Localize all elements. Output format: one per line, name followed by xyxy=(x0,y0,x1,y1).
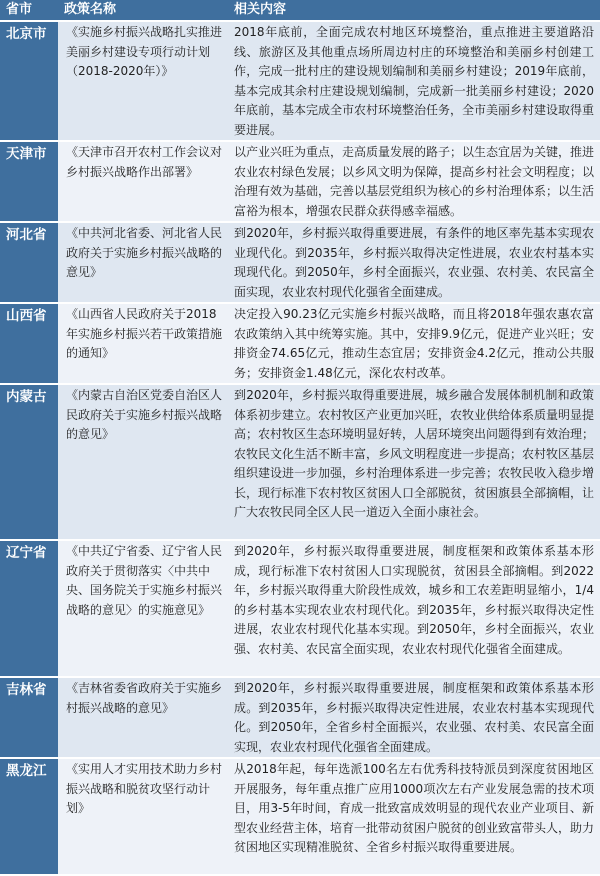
header-content: 相关内容 xyxy=(228,0,600,21)
policy-name-cell: 《内蒙古自治区党委自治区人民政府关于实施乡村振兴战略的意见》 xyxy=(58,384,228,540)
policy-content-cell: 从2018年起，每年选派100名左右优秀科技特派员到深度贫困地区开展服务，每年重点推广应用1000项次左右产业发展急需的技术项目，用3-5年时间，育成一批致富成效明显的现代农业产业项目、新型农业经营主体，培育一批带动贫困户脱贫的创业致富带头人，助力贫困地区实现精准脱贫、全省乡村振兴取得重要进展。 xyxy=(228,758,600,875)
policy-content-cell: 决定投入90.23亿元实施乡村振兴战略，而且将2018年强农惠农富农政策纳入其中统筹实施。其中，安排9.9亿元，促进产业兴旺；安排资金74.65亿元，推动生态宜居；安排资金4.2亿元，推动公共服务；安排资金1.48亿元，深化农村改革。 xyxy=(228,303,600,384)
header-policy-name: 政策名称 xyxy=(58,0,228,21)
policy-content-cell: 到2020年，乡村振兴取得重要进展，有条件的地区率先基本实现农业现代化。到2035年，乡村振兴取得决定性进展，农业农村基本实现现代化。到2050年，乡村全面振兴，农业强、农村美、农民富全面实现，农业农村现代化强省全面建成。 xyxy=(228,222,600,303)
province-cell: 辽宁省 xyxy=(0,540,58,677)
province-cell: 山西省 xyxy=(0,303,58,384)
policy-content-cell: 到2020年，乡村振兴取得重要进展，城乡融合发展体制机制和政策体系初步建立。农村牧区产业更加兴旺，农牧业供给体系质量明显提高；农村牧区生态环境明显好转，人居环境突出问题得到有效治理；农牧民文化生活不断丰富，乡风文明程度进一步提高；农村牧区基层组织建设进一步加强，乡村治理体系进一步完善；农牧民收入稳步增长，现行标准下农村牧区贫困人口全部脱贫，贫困旗县全部摘帽，让广大农牧民同全区人民一道迈入全面小康社会。 xyxy=(228,384,600,540)
table-row-tianjin xyxy=(0,141,600,222)
table-row-heilongjiang xyxy=(0,758,600,875)
policy-name-cell: 《中共辽宁省委、辽宁省人民政府关于贯彻落实〈中共中央、国务院关于实施乡村振兴战略的意见〉的实施意见》 xyxy=(58,540,228,677)
province-cell: 内蒙古 xyxy=(0,384,58,540)
policy-name-cell: 《中共河北省委、河北省人民政府关于实施乡村振兴战略的意见》 xyxy=(58,222,228,303)
policy-content-cell: 以产业兴旺为重点，走高质量发展的路子；以生态宜居为关键，推进农业农村绿色发展；以乡风文明为保障，提高乡村社会文明程度；以治理有效为基础，完善以基层党组织为核心的乡村治理体系；以生活富裕为根本，增强农民群众获得感幸福感。 xyxy=(228,141,600,222)
province-cell: 河北省 xyxy=(0,222,58,303)
province-cell: 北京市 xyxy=(0,21,58,141)
table-row-jilin xyxy=(0,677,600,758)
policy-content-cell: 到2020年，乡村振兴取得重要进展，制度框架和政策体系基本形成。到2035年，乡村振兴取得决定性进展，农业农村基本实现现代化。到2050年，全省乡村全面振兴，农业强、农村美、农民富全面实现，农业农村现代化强省全面建成。 xyxy=(228,677,600,758)
province-cell: 天津市 xyxy=(0,141,58,222)
policy-name-cell: 《实用人才实用技术助力乡村振兴战略和脱贫攻坚行动计划》 xyxy=(58,758,228,875)
policy-name-cell: 《山西省人民政府关于2018年实施乡村振兴若干政策措施的通知》 xyxy=(58,303,228,384)
policy-name-cell: 《天津市召开农村工作会议对乡村振兴战略作出部署》 xyxy=(58,141,228,222)
header-row xyxy=(0,0,600,21)
policy-name-cell: 《实施乡村振兴战略扎实推进美丽乡村建设专项行动计划（2018-2020年）》 xyxy=(58,21,228,141)
province-cell: 吉林省 xyxy=(0,677,58,758)
header-province: 省市 xyxy=(0,0,58,21)
policy-content-cell: 2018年底前，全面完成农村地区环境整治，重点推进主要道路沿线、旅游区及其他重点场所周边村庄的环境整治和美丽乡村创建工作，完成一批村庄的建设规划编制和美丽乡村建设；2019年底前，基本完成其余村庄建设规划编制，完成新一批美丽乡村建设；2020年底前，基本完成全市农村环境整治任务，全市美丽乡村建设取得重要进展。 xyxy=(228,21,600,141)
table-row-hebei xyxy=(0,222,600,303)
table-row-shanxi xyxy=(0,303,600,384)
policy-name-cell: 《吉林省委省政府关于实施乡村振兴战略的意见》 xyxy=(58,677,228,758)
table-row-beijing xyxy=(0,21,600,141)
table-row-liaoning xyxy=(0,540,600,677)
policy-content-cell: 到2020年，乡村振兴取得重要进展，制度框架和政策体系基本形成，现行标准下农村贫困人口实现脱贫，贫困县全部摘帽。到2022年，乡村振兴取得重大阶段性成效，城乡和工农差距明显缩小，1/4的乡村基本实现农业农村现代化。到2035年，乡村振兴取得决定性进展，农业农村现代化基本实现。到2050年，乡村全面振兴，农业强、农村美、农民富全面实现，农业农村现代化强省全面建成。 xyxy=(228,540,600,677)
province-cell: 黑龙江 xyxy=(0,758,58,875)
table-row-neimenggu xyxy=(0,384,600,540)
